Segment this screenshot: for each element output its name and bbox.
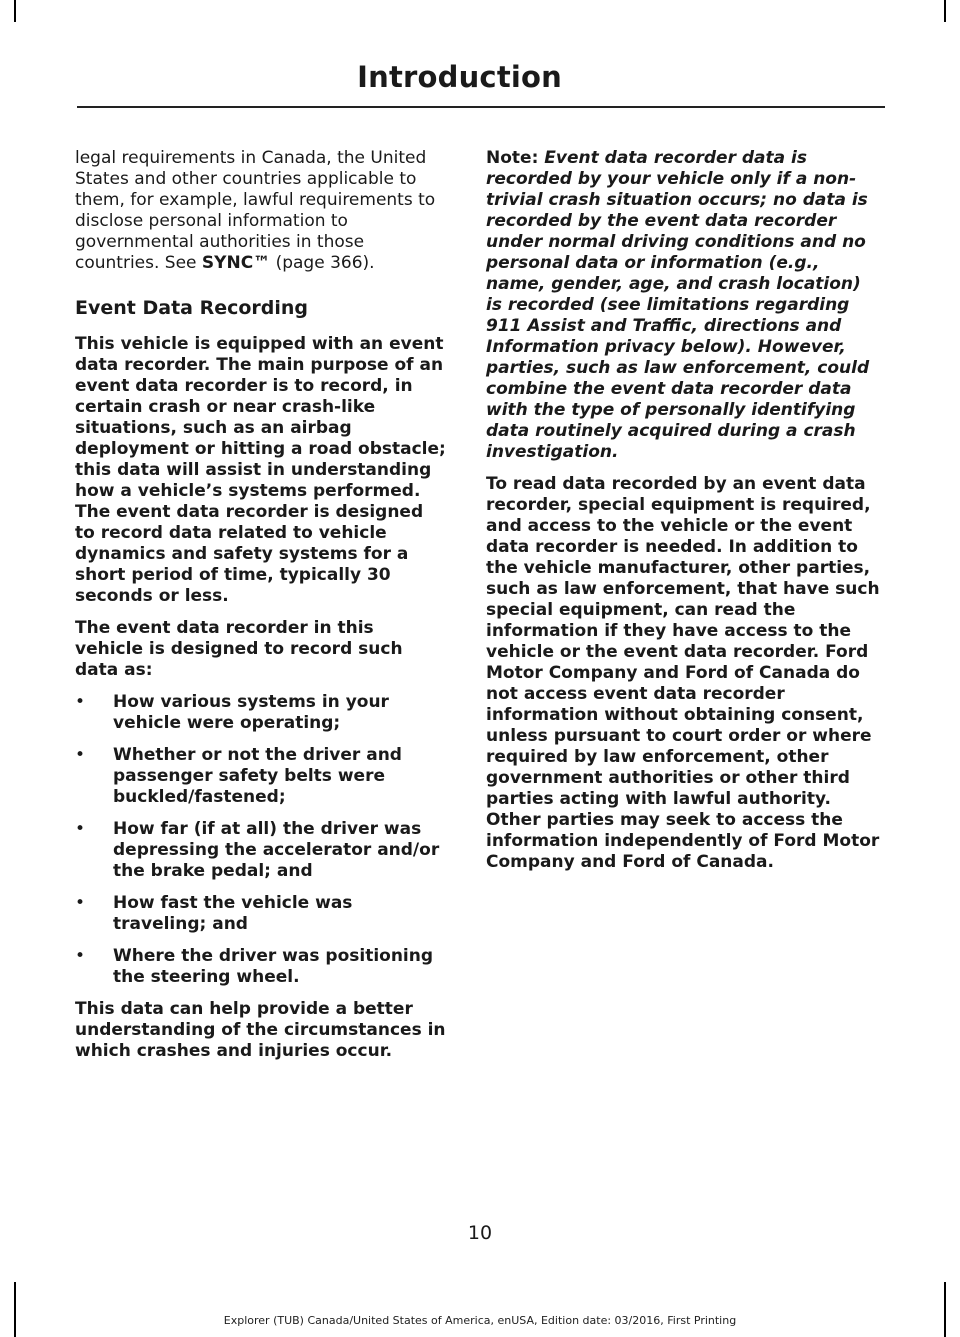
- list-item: • Where the driver was positioning the steering wheel.: [75, 946, 434, 987]
- section-heading: Event Data Recording: [75, 297, 309, 319]
- header-divider: [77, 106, 885, 108]
- crop-mark-top-left: [14, 0, 16, 22]
- bullet-mark: •: [75, 893, 86, 913]
- intro-paragraph: [75, 148, 447, 274]
- edr-data-list: [75, 692, 447, 988]
- crop-mark-bottom-left: [14, 1282, 16, 1337]
- list-item: • How far (if at all) the driver was depressing the accelerator and/or the brake pedal; and: [75, 819, 440, 881]
- note-text: Event data recorder data is recorded by your vehicle only if a non-trivial crash situation occurs; no data is recorded by the event data recorder under normal driving conditions and no personal data or information (e.g., name, gender, age, and crash location) is recorded (see limitations regarding 911 Assist and Traffic, directions and Information privacy below). However, parties, such as law enforcement, could combine the event data recorder data with the type of personally identifying data routinely acquired during a crash investigation.: [486, 148, 870, 462]
- note-paragraph: [486, 148, 882, 463]
- bullet-mark: •: [75, 692, 86, 712]
- list-item: • Whether or not the driver and passenger safety belts were buckled/fastened;: [75, 745, 402, 807]
- bullet-mark: •: [75, 745, 86, 765]
- intro-text: legal requirements in Canada, the United States and other countries applicable to them, for example, lawful requirements to disclose personal information to governmental authorities in those countries. See: [75, 148, 436, 273]
- edr-purpose-paragraph: This vehicle is equipped with an event data recorder. The main purpose of an event data recorder is to record, in certain crash or near crash-like situations, such as an airbag deployment or hitting a road obstacle; this data will assist in understanding how a vehicle’s systems performed. The event data recorder is designed to record data related to vehicle dynamics and safety systems for a short period of time, typically 30 seconds or less.: [75, 334, 446, 606]
- edr-benefit-paragraph: This data can help provide a better understanding of the circumstances in which crashes and injuries occur.: [75, 999, 446, 1061]
- edr-data-intro-paragraph: The event data recorder in this vehicle is designed to record such data as:: [75, 618, 403, 680]
- crop-mark-top-right: [944, 0, 946, 22]
- note-label: Note:: [486, 148, 539, 168]
- page-number: 10: [467, 1222, 493, 1244]
- list-item: • How fast the vehicle was traveling; and: [75, 893, 353, 934]
- intro-reference-page: (page 366).: [270, 253, 375, 273]
- bullet-mark: •: [75, 946, 86, 966]
- list-item: • How various systems in your vehicle were operating;: [75, 692, 389, 733]
- edr-access-paragraph: To read data recorded by an event data recorder, special equipment is required, and access to the vehicle or the event data recorder is needed. In addition to the vehicle manufacturer, other parties, such as law enforcement, that have such special equipment, can read the information if they have access to the vehicle or the event data recorder. Ford Motor Company and Ford of Canada do not access event data recorder information without obtaining consent, unless pursuant to court order or where required by law enforcement, other government authorities or other third parties acting with lawful authority. Other parties may seek to access the information independently of Ford Motor Company and Ford of Canada.: [486, 474, 880, 872]
- left-column: [75, 148, 447, 1073]
- bullet-mark: •: [75, 819, 86, 839]
- right-column: [486, 148, 882, 884]
- crop-mark-bottom-right: [944, 1282, 946, 1337]
- sync-reference-link[interactable]: SYNC™: [201, 253, 271, 273]
- page-header-title: Introduction: [357, 60, 562, 94]
- page-footer: Explorer (TUB) Canada/United States of America, enUSA, Edition date: 03/2016, First Printing: [223, 1314, 737, 1327]
